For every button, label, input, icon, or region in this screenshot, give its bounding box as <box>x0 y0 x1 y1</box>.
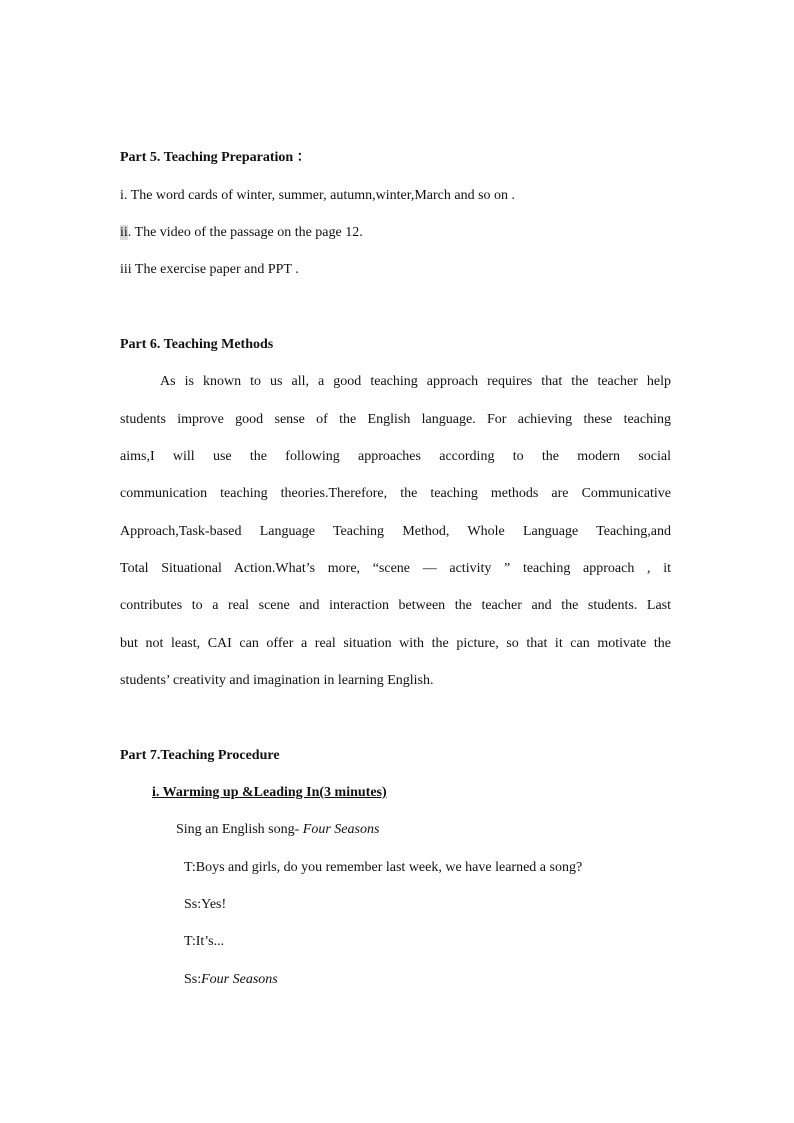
song-title-answer: Four Seasons <box>201 972 278 987</box>
sing-line <box>176 821 379 839</box>
part7-heading: Part 7.Teaching Procedure <box>120 748 280 763</box>
paragraph-line: Total Situational Action.What’s more, “scene — activity ” teaching approach , it <box>120 561 671 576</box>
paragraph-line: communication teaching theories.Therefore, the teaching methods are Communicative <box>120 486 671 501</box>
dialogue-teacher-1: T:Boys and girls, do you remember last week, we have learned a song? <box>184 860 583 875</box>
paragraph-line: As is known to us all, a good teaching approach requires that the teacher help <box>160 374 671 389</box>
dialogue-teacher-2: T:It’s... <box>184 934 225 949</box>
part5-item-1: i. The word cards of winter, summer, autumn,winter,March and so on . <box>120 188 516 203</box>
paragraph-line: students improve good sense of the English language. For achieving these teaching <box>120 412 671 427</box>
paragraph-line: contributes to a real scene and interaction between the teacher and the students. Last <box>120 598 671 613</box>
paragraph-line: Approach,Task-based Language Teaching Method, Whole Language Teaching,and <box>120 524 671 539</box>
part5-item-3: iii The exercise paper and PPT . <box>120 262 299 277</box>
paragraph-line: aims,I will use the following approaches according to the modern social <box>120 449 671 464</box>
dialogue-students-2 <box>184 971 278 989</box>
item-number-highlight: ii <box>120 225 128 240</box>
step-1-title: i. Warming up &Leading In(3 minutes) <box>152 785 387 800</box>
part5-item-2-text: . The video of the passage on the page 12. <box>127 225 363 240</box>
song-title: Four Seasons <box>302 822 380 837</box>
part6-heading: Part 6. Teaching Methods <box>120 337 274 352</box>
sing-prefix: Sing an English song- <box>176 822 303 837</box>
paragraph-line: but not least, CAI can offer a real situation with the picture, so that it can motivate the <box>120 636 671 651</box>
part5-heading: Part 5. Teaching Preparation ： <box>120 150 311 165</box>
part5-item-2 <box>120 224 363 242</box>
paragraph-line: students’ creativity and imagination in learning English. <box>120 673 434 688</box>
students-prefix: Ss: <box>184 972 202 987</box>
dialogue-students-1: Ss:Yes! <box>184 897 227 912</box>
